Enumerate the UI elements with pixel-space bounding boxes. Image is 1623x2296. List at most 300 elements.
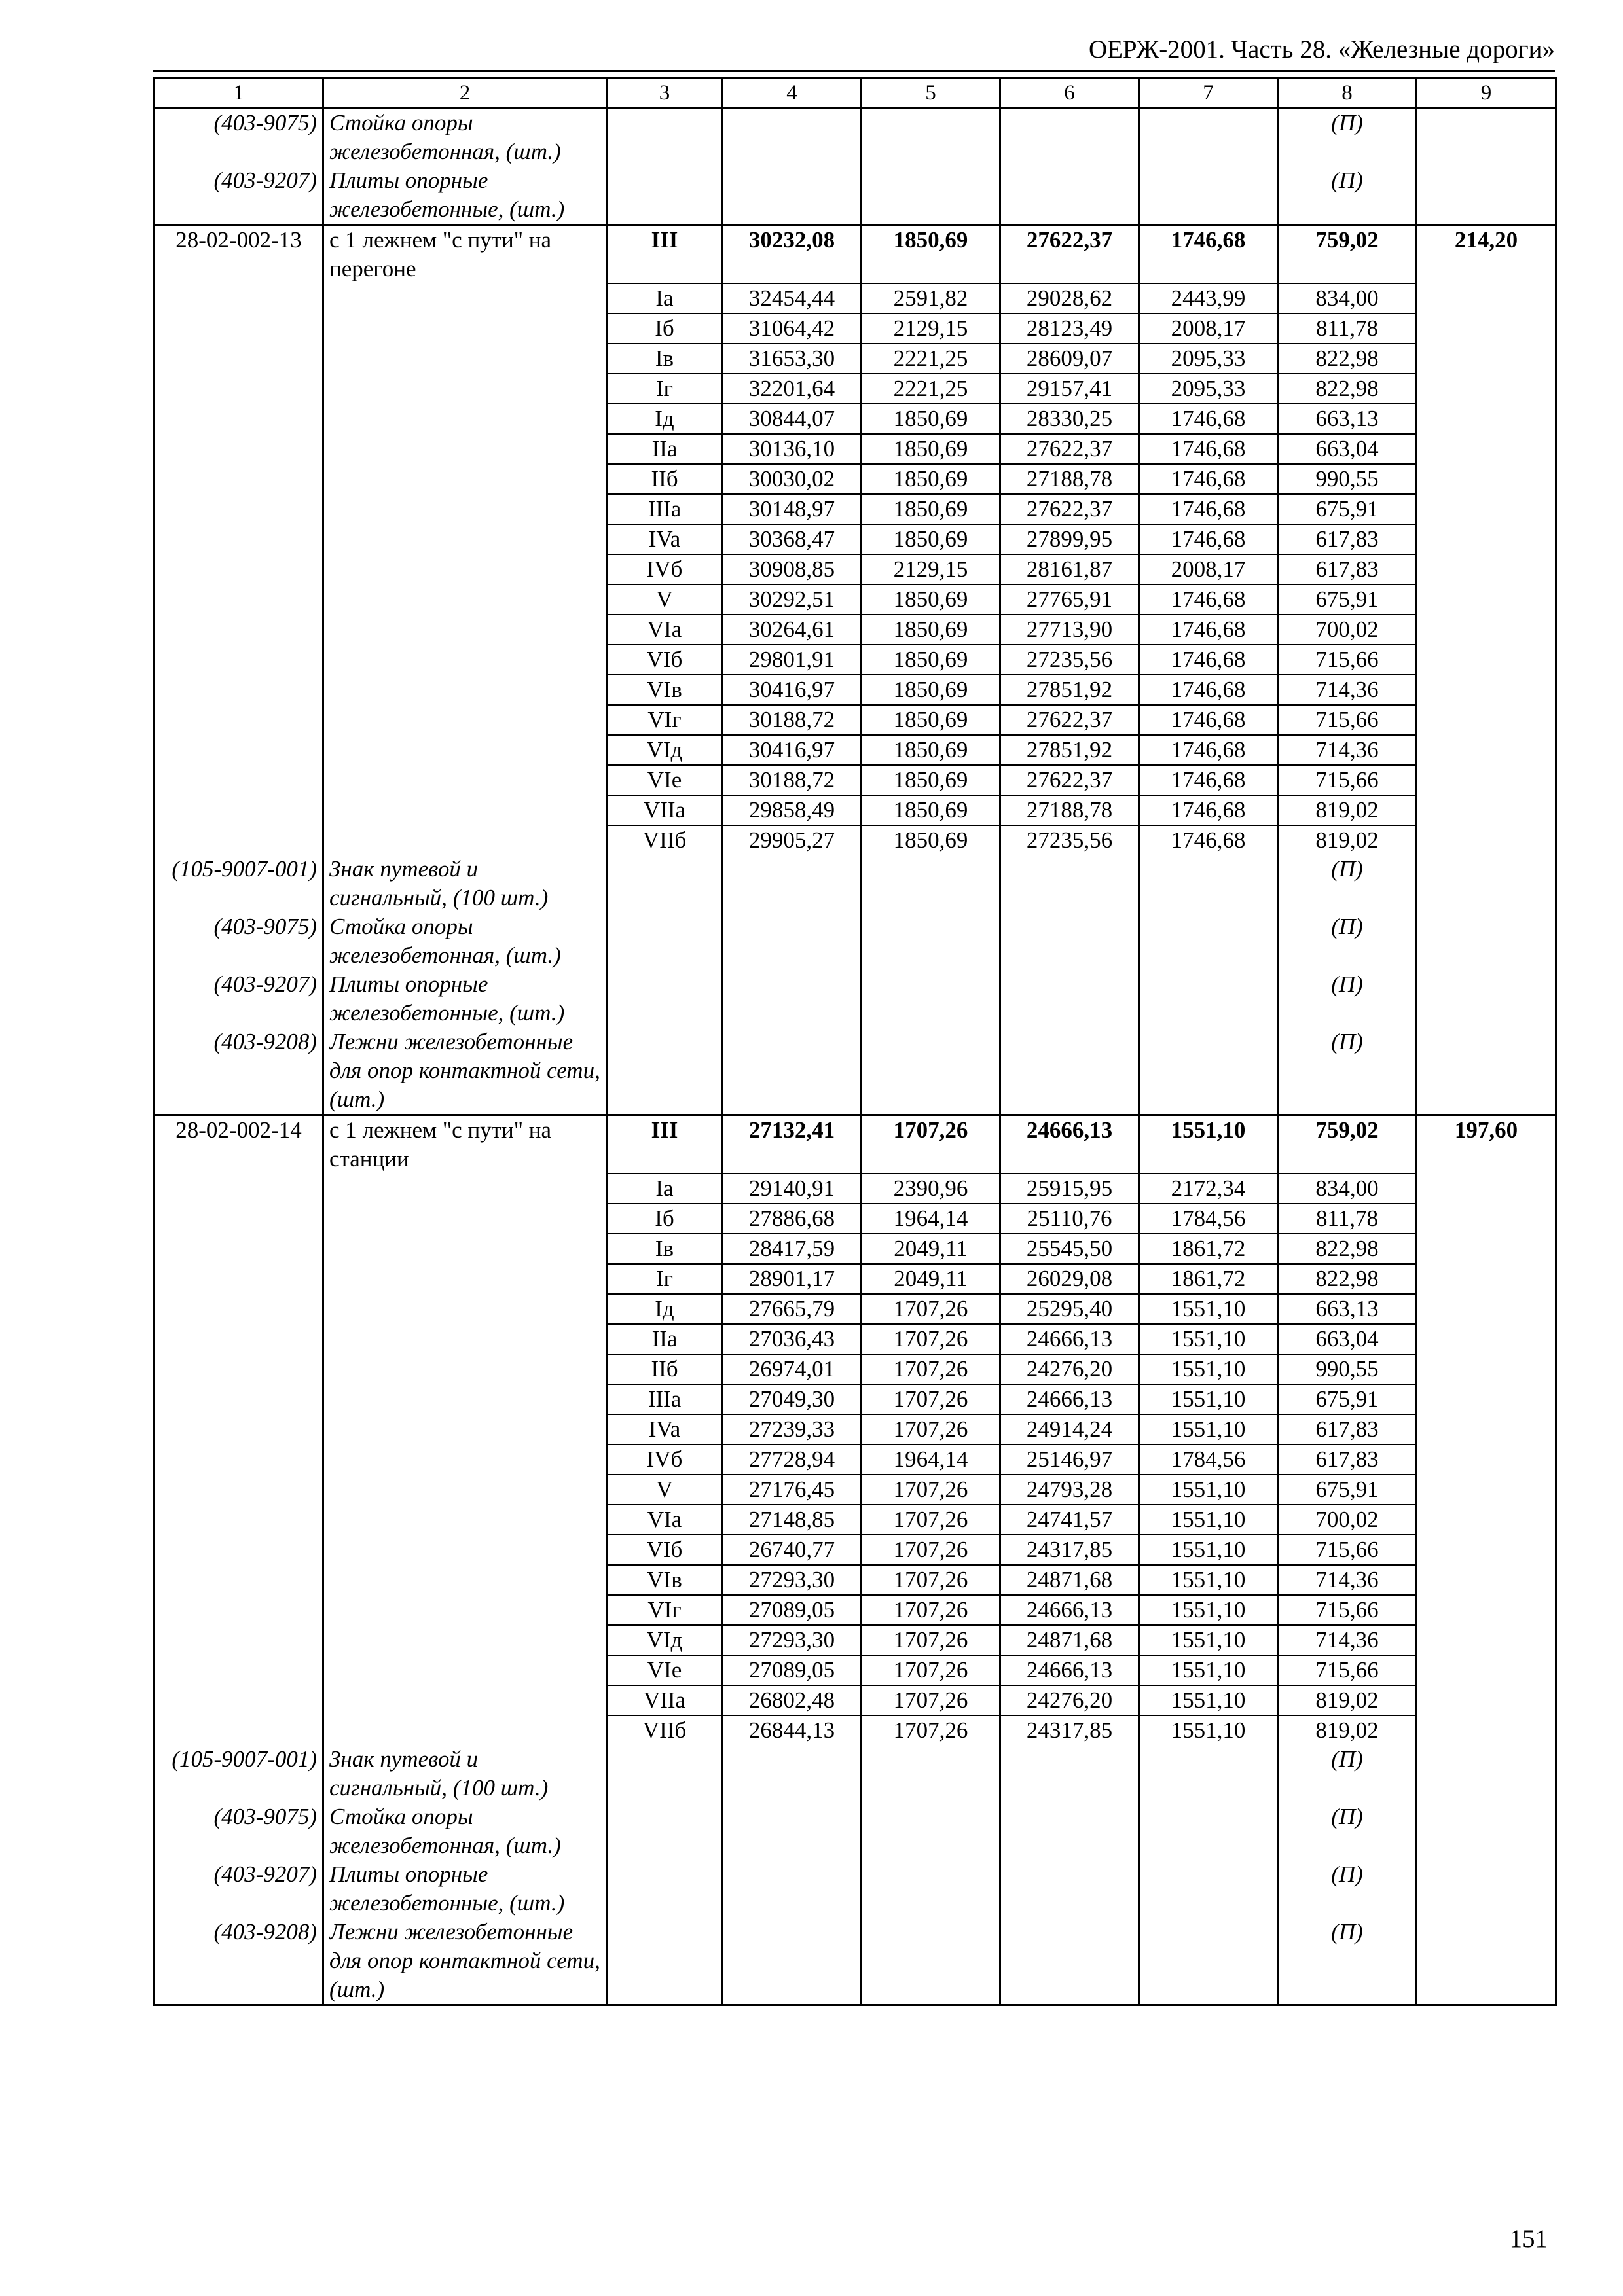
norm-code [155, 615, 323, 645]
region-cell: VIв [607, 675, 723, 705]
machine-cost-cell: 26029,08 [1000, 1264, 1139, 1294]
column-number: 1 [155, 79, 323, 108]
driver-wage-cell: 1861,72 [1139, 1234, 1278, 1264]
total-cost-cell: 29801,91 [723, 645, 862, 675]
material-cost-cell: 759,02 [1278, 225, 1417, 284]
work-name [323, 434, 607, 464]
region-cell: IIa [607, 434, 723, 464]
labor-hours-cell [1417, 1505, 1556, 1535]
total-cost-cell: 30232,08 [723, 225, 862, 284]
total-cost-cell [723, 108, 862, 167]
total-cost-cell: 27665,79 [723, 1294, 862, 1324]
table-row [155, 314, 1556, 344]
resource-code: (403-9208) [155, 1918, 323, 2005]
table-row [155, 1655, 1556, 1685]
column-number: 7 [1139, 79, 1278, 108]
labor-cost-cell [862, 1860, 1000, 1918]
labor-hours-cell [1417, 1324, 1556, 1354]
total-cost-cell: 28901,17 [723, 1264, 862, 1294]
work-name [323, 1505, 607, 1535]
driver-wage-cell: 1551,10 [1139, 1625, 1278, 1655]
labor-cost-cell: 1707,26 [862, 1324, 1000, 1354]
work-name [323, 314, 607, 344]
total-cost-cell [723, 855, 862, 912]
labor-hours-cell [1417, 1685, 1556, 1715]
resource-name: Стойка опоры железобетонная, (шт.) [323, 1803, 607, 1860]
work-name [323, 1535, 607, 1565]
resource-row [155, 855, 1556, 912]
labor-cost-cell: 1707,26 [862, 1685, 1000, 1715]
table-row [155, 554, 1556, 584]
labor-hours-cell [1417, 1535, 1556, 1565]
region-cell: Iб [607, 314, 723, 344]
total-cost-cell: 27886,68 [723, 1204, 862, 1234]
region-cell: III [607, 1115, 723, 1174]
region-cell: VIд [607, 1625, 723, 1655]
machine-cost-cell: 24666,13 [1000, 1324, 1139, 1354]
price-marker: (П) [1278, 108, 1417, 167]
labor-hours-cell [1417, 584, 1556, 615]
labor-cost-cell: 1850,69 [862, 225, 1000, 284]
region-cell: IIб [607, 464, 723, 494]
work-name [323, 1384, 607, 1414]
total-cost-cell: 27176,45 [723, 1475, 862, 1505]
labor-cost-cell: 1850,69 [862, 825, 1000, 855]
work-name [323, 675, 607, 705]
labor-hours-cell [1417, 1595, 1556, 1625]
material-cost-cell: 617,83 [1278, 1444, 1417, 1475]
driver-wage-cell: 1746,68 [1139, 705, 1278, 735]
material-cost-cell: 819,02 [1278, 795, 1417, 825]
material-cost-cell: 819,02 [1278, 1685, 1417, 1715]
labor-hours-cell [1417, 735, 1556, 765]
labor-hours-cell [1417, 1715, 1556, 1745]
labor-hours-cell [1417, 464, 1556, 494]
table-row [155, 1354, 1556, 1384]
labor-hours-cell [1417, 1234, 1556, 1264]
material-cost-cell: 819,02 [1278, 825, 1417, 855]
machine-cost-cell: 24741,57 [1000, 1505, 1139, 1535]
machine-cost-cell [1000, 1918, 1139, 2005]
material-cost-cell: 990,55 [1278, 464, 1417, 494]
labor-cost-cell [862, 108, 1000, 167]
work-name [323, 795, 607, 825]
table-row [155, 825, 1556, 855]
column-number: 3 [607, 79, 723, 108]
norm-code [155, 735, 323, 765]
driver-wage-cell: 1551,10 [1139, 1505, 1278, 1535]
labor-cost-cell: 1850,69 [862, 795, 1000, 825]
labor-cost-cell: 1850,69 [862, 494, 1000, 524]
norm-code [155, 344, 323, 374]
total-cost-cell: 30908,85 [723, 554, 862, 584]
resource-row [155, 970, 1556, 1028]
region-cell [607, 1745, 723, 1803]
total-cost-cell: 30844,07 [723, 404, 862, 434]
norm-code [155, 1505, 323, 1535]
work-name: с 1 лежнем "с пути" на станции [323, 1115, 607, 1174]
table-row [155, 1505, 1556, 1535]
total-cost-cell: 29905,27 [723, 825, 862, 855]
labor-hours-cell [1417, 374, 1556, 404]
region-cell [607, 1028, 723, 1115]
machine-cost-cell: 25146,97 [1000, 1444, 1139, 1475]
material-cost-cell: 715,66 [1278, 1655, 1417, 1685]
region-cell: IVa [607, 1414, 723, 1444]
work-name: с 1 лежнем "с пути" на перегоне [323, 225, 607, 284]
work-name [323, 1174, 607, 1204]
material-cost-cell: 834,00 [1278, 1174, 1417, 1204]
material-cost-cell: 990,55 [1278, 1354, 1417, 1384]
driver-wage-cell [1139, 855, 1278, 912]
driver-wage-cell: 1551,10 [1139, 1414, 1278, 1444]
machine-cost-cell: 24317,85 [1000, 1535, 1139, 1565]
column-number: 4 [723, 79, 862, 108]
resource-code: (403-9207) [155, 1860, 323, 1918]
machine-cost-cell: 24666,13 [1000, 1655, 1139, 1685]
total-cost-cell: 27239,33 [723, 1414, 862, 1444]
total-cost-cell: 26740,77 [723, 1535, 862, 1565]
material-cost-cell: 822,98 [1278, 1234, 1417, 1264]
labor-cost-cell: 1707,26 [862, 1655, 1000, 1685]
total-cost-cell: 27132,41 [723, 1115, 862, 1174]
resource-name: Стойка опоры железобетонная, (шт.) [323, 912, 607, 970]
norm-code [155, 1384, 323, 1414]
material-cost-cell: 714,36 [1278, 735, 1417, 765]
price-marker: (П) [1278, 1860, 1417, 1918]
driver-wage-cell: 2443,99 [1139, 283, 1278, 314]
labor-hours-cell [1417, 1384, 1556, 1414]
driver-wage-cell: 2008,17 [1139, 554, 1278, 584]
material-cost-cell: 714,36 [1278, 1565, 1417, 1595]
column-number: 6 [1000, 79, 1139, 108]
region-cell: VIд [607, 735, 723, 765]
labor-hours-cell [1417, 524, 1556, 554]
labor-cost-cell [862, 855, 1000, 912]
region-cell [607, 912, 723, 970]
region-cell: Ia [607, 1174, 723, 1204]
labor-hours-cell [1417, 1414, 1556, 1444]
labor-cost-cell: 1850,69 [862, 584, 1000, 615]
table-row [155, 1294, 1556, 1324]
machine-cost-cell: 27765,91 [1000, 584, 1139, 615]
resource-name: Стойка опоры железобетонная, (шт.) [323, 108, 607, 167]
total-cost-cell: 27049,30 [723, 1384, 862, 1414]
work-name [323, 1354, 607, 1384]
table-row [155, 1535, 1556, 1565]
resource-code: (403-9075) [155, 108, 323, 167]
driver-wage-cell: 1551,10 [1139, 1115, 1278, 1174]
region-cell: VIб [607, 645, 723, 675]
material-cost-cell: 675,91 [1278, 1384, 1417, 1414]
total-cost-cell [723, 1745, 862, 1803]
labor-cost-cell: 1850,69 [862, 645, 1000, 675]
labor-cost-cell: 1707,26 [862, 1384, 1000, 1414]
resource-code: (403-9207) [155, 970, 323, 1028]
total-cost-cell: 26974,01 [723, 1354, 862, 1384]
table-row [155, 705, 1556, 735]
labor-cost-cell: 2221,25 [862, 374, 1000, 404]
driver-wage-cell: 1746,68 [1139, 645, 1278, 675]
work-name [323, 283, 607, 314]
resource-row [155, 1028, 1556, 1115]
labor-hours-cell [1417, 1860, 1556, 1918]
labor-hours-cell [1417, 1918, 1556, 2005]
total-cost-cell: 30136,10 [723, 434, 862, 464]
work-name [323, 765, 607, 795]
material-cost-cell: 822,98 [1278, 344, 1417, 374]
table-row [155, 225, 1556, 284]
material-cost-cell: 715,66 [1278, 645, 1417, 675]
total-cost-cell: 30264,61 [723, 615, 862, 645]
header-rule [153, 70, 1555, 72]
driver-wage-cell: 1746,68 [1139, 584, 1278, 615]
machine-cost-cell: 24276,20 [1000, 1685, 1139, 1715]
total-cost-cell [723, 166, 862, 225]
page-number: 151 [1509, 2225, 1548, 2253]
material-cost-cell: 700,02 [1278, 615, 1417, 645]
total-cost-cell [723, 1803, 862, 1860]
machine-cost-cell: 27899,95 [1000, 524, 1139, 554]
column-number: 2 [323, 79, 607, 108]
price-marker: (П) [1278, 1745, 1417, 1803]
table-row [155, 1115, 1556, 1174]
material-cost-cell: 617,83 [1278, 524, 1417, 554]
material-cost-cell: 675,91 [1278, 494, 1417, 524]
work-name [323, 1264, 607, 1294]
driver-wage-cell: 1784,56 [1139, 1444, 1278, 1475]
total-cost-cell [723, 1028, 862, 1115]
work-name [323, 1294, 607, 1324]
machine-cost-cell: 27622,37 [1000, 705, 1139, 735]
work-name [323, 705, 607, 735]
column-number: 9 [1417, 79, 1556, 108]
labor-hours-cell [1417, 1565, 1556, 1595]
work-name [323, 1685, 607, 1715]
table-row [155, 283, 1556, 314]
norm-code [155, 825, 323, 855]
table-row [155, 795, 1556, 825]
norm-code [155, 645, 323, 675]
region-cell: VIIa [607, 1685, 723, 1715]
material-cost-cell: 715,66 [1278, 705, 1417, 735]
labor-cost-cell: 1964,14 [862, 1204, 1000, 1234]
driver-wage-cell: 1551,10 [1139, 1595, 1278, 1625]
table-row [155, 584, 1556, 615]
labor-cost-cell: 1707,26 [862, 1414, 1000, 1444]
region-cell: VIe [607, 1655, 723, 1685]
material-cost-cell: 700,02 [1278, 1505, 1417, 1535]
table-row [155, 615, 1556, 645]
labor-hours-cell [1417, 1294, 1556, 1324]
machine-cost-cell: 27622,37 [1000, 225, 1139, 284]
resource-row [155, 108, 1556, 167]
resource-code: (403-9075) [155, 912, 323, 970]
region-cell: Iг [607, 374, 723, 404]
driver-wage-cell: 1746,68 [1139, 404, 1278, 434]
labor-cost-cell [862, 166, 1000, 225]
machine-cost-cell [1000, 1803, 1139, 1860]
table-row [155, 1685, 1556, 1715]
region-cell: IIб [607, 1354, 723, 1384]
norm-code [155, 675, 323, 705]
material-cost-cell: 819,02 [1278, 1715, 1417, 1745]
norm-code [155, 494, 323, 524]
labor-hours-cell [1417, 1264, 1556, 1294]
material-cost-cell: 715,66 [1278, 765, 1417, 795]
driver-wage-cell: 2172,34 [1139, 1174, 1278, 1204]
machine-cost-cell: 24914,24 [1000, 1414, 1139, 1444]
work-name [323, 524, 607, 554]
driver-wage-cell: 1551,10 [1139, 1565, 1278, 1595]
material-cost-cell: 822,98 [1278, 1264, 1417, 1294]
region-cell: Iв [607, 1234, 723, 1264]
table-row [155, 765, 1556, 795]
total-cost-cell: 29140,91 [723, 1174, 862, 1204]
machine-cost-cell [1000, 912, 1139, 970]
labor-cost-cell: 1707,26 [862, 1475, 1000, 1505]
labor-hours-cell [1417, 1354, 1556, 1384]
table-row [155, 1444, 1556, 1475]
labor-hours-cell [1417, 1803, 1556, 1860]
material-cost-cell: 617,83 [1278, 1414, 1417, 1444]
machine-cost-cell: 27188,78 [1000, 795, 1139, 825]
labor-cost-cell: 2049,11 [862, 1264, 1000, 1294]
price-marker: (П) [1278, 1028, 1417, 1115]
norm-code [155, 765, 323, 795]
work-name [323, 404, 607, 434]
machine-cost-cell [1000, 970, 1139, 1028]
table-row [155, 1324, 1556, 1354]
driver-wage-cell: 1551,10 [1139, 1715, 1278, 1745]
region-cell: VIe [607, 765, 723, 795]
labor-hours-cell [1417, 494, 1556, 524]
region-cell: III [607, 225, 723, 284]
material-cost-cell: 663,04 [1278, 434, 1417, 464]
resource-row [155, 166, 1556, 225]
table-row [155, 1715, 1556, 1745]
machine-cost-cell: 24793,28 [1000, 1475, 1139, 1505]
labor-hours-cell [1417, 705, 1556, 735]
machine-cost-cell [1000, 108, 1139, 167]
table-row [155, 494, 1556, 524]
work-name [323, 374, 607, 404]
material-cost-cell: 617,83 [1278, 554, 1417, 584]
labor-hours-cell [1417, 404, 1556, 434]
total-cost-cell: 29858,49 [723, 795, 862, 825]
machine-cost-cell: 27235,56 [1000, 825, 1139, 855]
machine-cost-cell: 27622,37 [1000, 765, 1139, 795]
labor-hours-cell [1417, 314, 1556, 344]
material-cost-cell: 759,02 [1278, 1115, 1417, 1174]
work-name [323, 554, 607, 584]
labor-cost-cell [862, 1803, 1000, 1860]
page-header: ОЕРЖ-2001. Часть 28. «Железные дороги» [1088, 35, 1555, 63]
resource-name: Лежни железобетонные для опор контактной сети, (шт.) [323, 1918, 607, 2005]
machine-cost-cell: 24276,20 [1000, 1354, 1139, 1384]
table-row [155, 1625, 1556, 1655]
norm-code [155, 283, 323, 314]
material-cost-cell: 715,66 [1278, 1595, 1417, 1625]
work-name [323, 494, 607, 524]
norm-code: 28-02-002-13 [155, 225, 323, 284]
machine-cost-cell: 24666,13 [1000, 1115, 1139, 1174]
labor-cost-cell: 1850,69 [862, 524, 1000, 554]
machine-cost-cell: 25295,40 [1000, 1294, 1139, 1324]
driver-wage-cell: 1746,68 [1139, 615, 1278, 645]
region-cell [607, 1860, 723, 1918]
norm-code [155, 1475, 323, 1505]
column-number-row [155, 79, 1556, 108]
column-number: 5 [862, 79, 1000, 108]
work-name [323, 1595, 607, 1625]
labor-hours-cell [1417, 645, 1556, 675]
driver-wage-cell: 1861,72 [1139, 1264, 1278, 1294]
resource-row [155, 1803, 1556, 1860]
resource-name: Знак путевой и сигнальный, (100 шт.) [323, 1745, 607, 1803]
price-marker: (П) [1278, 912, 1417, 970]
labor-hours-cell [1417, 615, 1556, 645]
total-cost-cell: 31064,42 [723, 314, 862, 344]
norm-code [155, 464, 323, 494]
labor-cost-cell: 2221,25 [862, 344, 1000, 374]
norm-code [155, 1174, 323, 1204]
labor-hours-cell [1417, 1475, 1556, 1505]
resource-name: Знак путевой и сигнальный, (100 шт.) [323, 855, 607, 912]
driver-wage-cell [1139, 1918, 1278, 2005]
machine-cost-cell: 24317,85 [1000, 1715, 1139, 1745]
total-cost-cell: 28417,59 [723, 1234, 862, 1264]
labor-cost-cell: 1850,69 [862, 464, 1000, 494]
labor-cost-cell: 1707,26 [862, 1715, 1000, 1745]
driver-wage-cell: 1746,68 [1139, 675, 1278, 705]
labor-cost-cell: 1707,26 [862, 1505, 1000, 1535]
total-cost-cell: 30416,97 [723, 675, 862, 705]
labor-hours-cell [1417, 1625, 1556, 1655]
labor-hours-cell [1417, 912, 1556, 970]
labor-cost-cell: 1707,26 [862, 1595, 1000, 1625]
machine-cost-cell [1000, 855, 1139, 912]
machine-cost-cell: 27622,37 [1000, 494, 1139, 524]
driver-wage-cell: 1551,10 [1139, 1535, 1278, 1565]
machine-cost-cell [1000, 1028, 1139, 1115]
region-cell: VIIб [607, 1715, 723, 1745]
resource-code: (105-9007-001) [155, 855, 323, 912]
driver-wage-cell [1139, 1745, 1278, 1803]
driver-wage-cell [1139, 1803, 1278, 1860]
work-name [323, 1204, 607, 1234]
labor-cost-cell: 1707,26 [862, 1535, 1000, 1565]
total-cost-cell: 27728,94 [723, 1444, 862, 1475]
machine-cost-cell: 25110,76 [1000, 1204, 1139, 1234]
region-cell: VIб [607, 1535, 723, 1565]
norm-code [155, 1354, 323, 1384]
region-cell: IVa [607, 524, 723, 554]
region-cell: Ia [607, 283, 723, 314]
machine-cost-cell: 28609,07 [1000, 344, 1139, 374]
labor-hours-cell [1417, 1174, 1556, 1204]
resource-row [155, 1860, 1556, 1918]
work-name [323, 1324, 607, 1354]
machine-cost-cell [1000, 166, 1139, 225]
norm-code [155, 1535, 323, 1565]
resource-code: (105-9007-001) [155, 1745, 323, 1803]
norm-code [155, 1655, 323, 1685]
region-cell [607, 1803, 723, 1860]
total-cost-cell [723, 1918, 862, 2005]
labor-cost-cell [862, 1028, 1000, 1115]
table-row [155, 675, 1556, 705]
